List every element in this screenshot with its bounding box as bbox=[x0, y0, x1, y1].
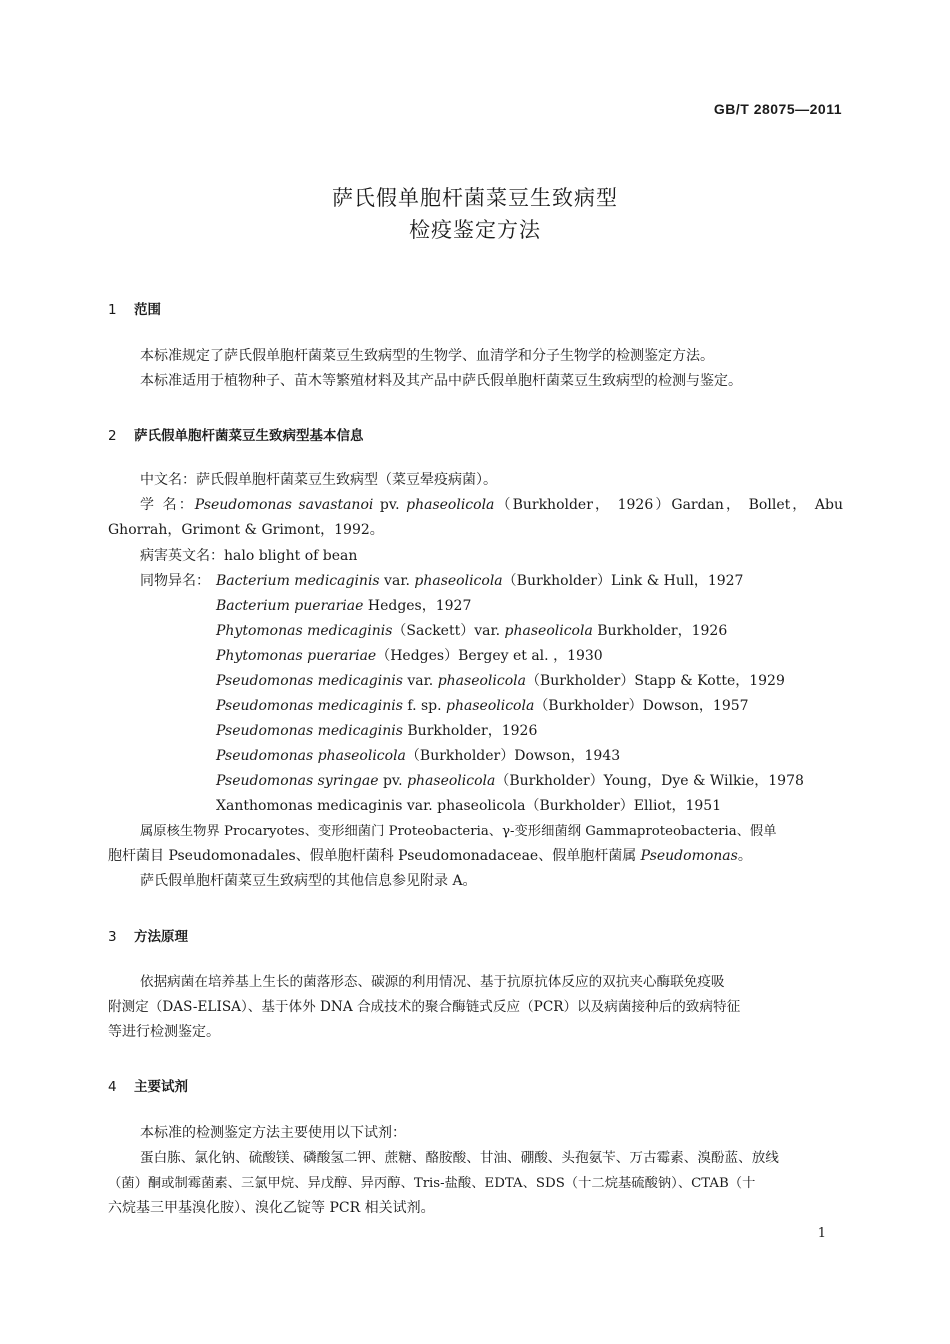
sec4-intro: 本标准的检测鉴定方法主要使用以下试剂： bbox=[140, 1125, 406, 1141]
sci-pv: pv. bbox=[379, 497, 400, 513]
sec1-para-2: 本标准适用于植物种子、苗木等繁殖材料及其产品中萨氏假单胞杆菌菜豆生致病型的检测与鉴定。 bbox=[140, 373, 742, 389]
section-3-heading bbox=[108, 925, 188, 945]
section-4-heading bbox=[108, 1075, 188, 1095]
chinese-name: 中文名：萨氏假单胞杆菌菜豆生致病型（菜豆晕疫病菌）。 bbox=[140, 472, 497, 488]
section-1-heading bbox=[108, 298, 161, 318]
section-number: 4 bbox=[108, 1079, 117, 1095]
section-title: 方法原理 bbox=[134, 929, 188, 945]
synonym-item: Pseudomonas medicaginis var. phaseolicola（Burkholder）Stapp & Kotte，1929 bbox=[216, 673, 785, 689]
sci-label: 学 名： bbox=[140, 497, 195, 513]
sec1-para-1: 本标准规定了萨氏假单胞杆菌菜豆生致病型的生物学、血清学和分子生物学的检测鉴定方法。 bbox=[140, 348, 714, 364]
synonym-item: Pseudomonas syringae pv. phaseolicola（Burkholder）Young，Dye & Wilkie，1978 bbox=[216, 773, 804, 789]
sec4-line-1: 蛋白胨、氯化钠、硫酸镁、磷酸氢二钾、蔗糖、酪胺酸、甘油、硼酸、头孢氨苄、万古霉素、溴酚蓝、放线 bbox=[140, 1150, 779, 1166]
synonym-item: Pseudomonas medicaginis f. sp. phaseolicola（Burkholder）Dowson，1957 bbox=[216, 698, 749, 714]
section-title: 主要试剂 bbox=[134, 1079, 188, 1095]
section-number: 2 bbox=[108, 428, 117, 444]
sci-genus-species: Pseudomonas savastanoi bbox=[194, 497, 374, 513]
sci-authority: （Burkholder， 1926）Gardan， Bollet， Abu bbox=[494, 497, 844, 513]
section-2-heading bbox=[108, 424, 364, 444]
other-info-note: 萨氏假单胞杆菌菜豆生致病型的其他信息参见附录 A。 bbox=[140, 873, 477, 889]
sci-pathovar: phaseolicola bbox=[406, 497, 495, 513]
synonym-item: Pseudomonas medicaginis Burkholder，1926 bbox=[216, 723, 538, 739]
scientific-name-line-1 bbox=[140, 493, 843, 518]
english-disease-name: 病害英文名：halo blight of bean bbox=[140, 548, 358, 564]
sec4-line-3: 六烷基三甲基溴化胺）、溴化乙锭等 PCR 相关试剂。 bbox=[108, 1200, 435, 1216]
section-title: 萨氏假单胞杆菌菜豆生致病型基本信息 bbox=[134, 428, 364, 444]
sec4-line-2: （菌）酮或制霉菌素、三氯甲烷、异戊醇、异丙醇、Tris-盐酸、EDTA、SDS（十二烷基硫酸钠）、CTAB（十 bbox=[108, 1176, 756, 1191]
sec3-line-3: 等进行检测鉴定。 bbox=[108, 1024, 220, 1040]
section-number: 1 bbox=[108, 302, 117, 318]
synonyms-label: 同物异名： bbox=[140, 573, 210, 589]
section-title: 范围 bbox=[134, 302, 161, 318]
synonym-item: Xanthomonas medicaginis var. phaseolicola（Burkholder）Elliot，1951 bbox=[216, 798, 722, 814]
sec3-line-2: 附测定（DAS-ELISA）、基于体外 DNA 合成技术的聚合酶链式反应（PCR）以及病菌接种后的致病特征 bbox=[108, 999, 741, 1015]
taxonomy-line-1: 属原核生物界 Procaryotes、变形细菌门 Proteobacteria、γ-变形细菌纲 Gammaproteobacteria、假单 bbox=[140, 824, 777, 839]
document-title bbox=[0, 182, 950, 246]
scientific-name-line-2: Ghorrah，Grimont & Grimont，1992。 bbox=[108, 522, 384, 538]
title-line-1: 萨氏假单胞杆菌菜豆生致病型 bbox=[332, 186, 618, 210]
page-number: 1 bbox=[817, 1226, 826, 1241]
synonym-item: Pseudomonas phaseolicola（Burkholder）Dowson，1943 bbox=[216, 748, 621, 764]
synonym-item: Bacterium puerariae Hedges，1927 bbox=[216, 598, 472, 614]
title-line-2: 检疫鉴定方法 bbox=[409, 218, 541, 242]
standard-number: GB/T 28075—2011 bbox=[713, 101, 842, 117]
taxonomy-line-2: 胞杆菌目 Pseudomonadales、假单胞杆菌科 Pseudomonadaceae、假单胞杆菌属 Pseudomonas。 bbox=[108, 848, 752, 864]
synonym-item: Phytomonas puerariae（Hedges）Bergey et al. ，1930 bbox=[216, 648, 603, 664]
synonym-item: Phytomonas medicaginis（Sackett）var. phaseolicola Burkholder，1926 bbox=[216, 623, 728, 639]
sec3-line-1: 依据病菌在培养基上生长的菌落形态、碳源的利用情况、基于抗原抗体反应的双抗夹心酶联免疫吸 bbox=[140, 974, 725, 990]
section-number: 3 bbox=[108, 929, 117, 945]
synonym-item: Bacterium medicaginis var. phaseolicola（Burkholder）Link & Hull，1927 bbox=[216, 573, 744, 589]
